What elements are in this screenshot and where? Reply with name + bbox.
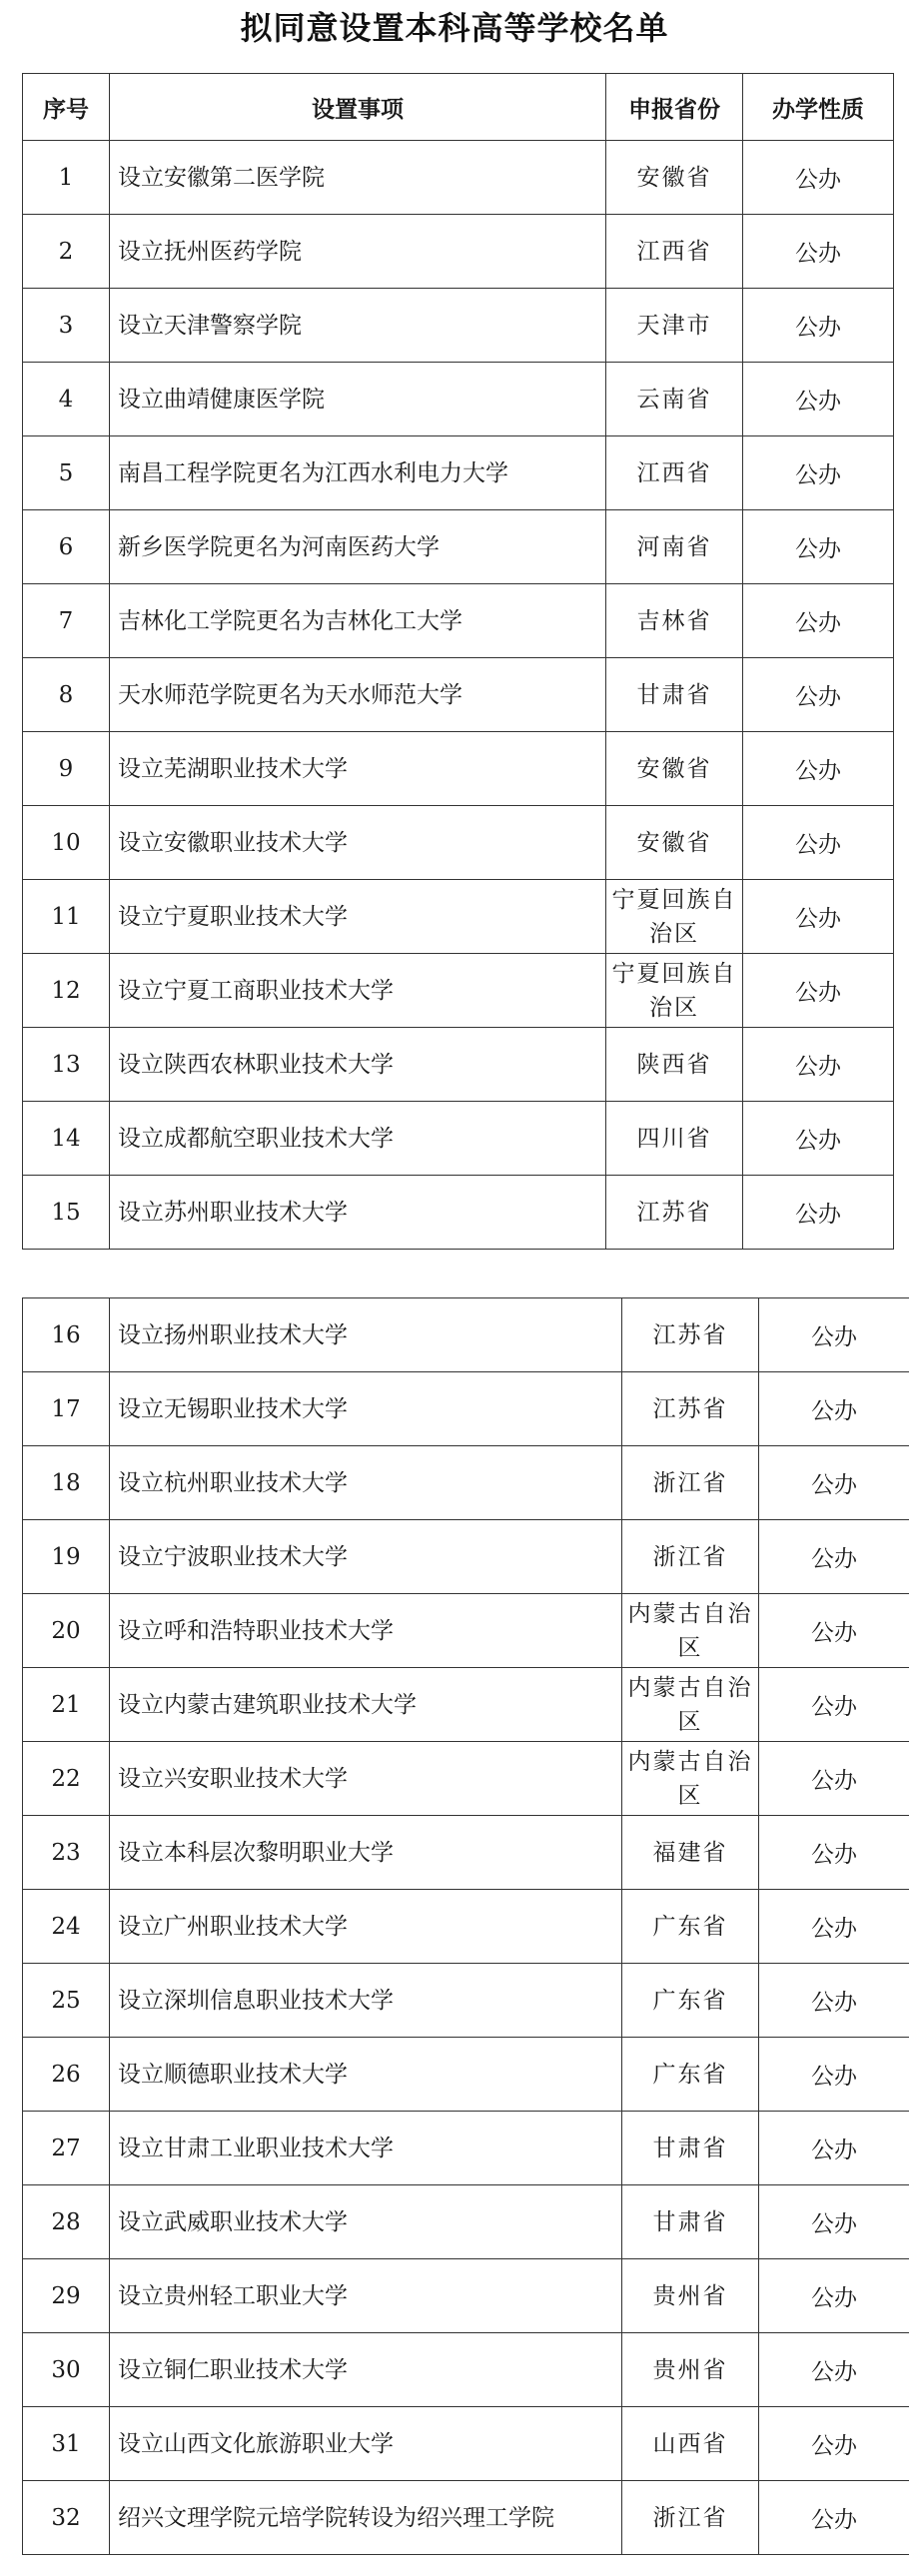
cell-nature: 公办 — [759, 1742, 909, 1816]
table-row — [23, 2112, 909, 2185]
cell-serial-number: 22 — [23, 1742, 110, 1816]
cell-setup-item: 设立曲靖健康医学院 — [110, 363, 606, 436]
table-row — [23, 363, 894, 436]
cell-setup-item: 设立顺德职业技术大学 — [110, 2038, 622, 2112]
cell-setup-item: 设立成都航空职业技术大学 — [110, 1102, 606, 1176]
cell-setup-item: 设立安徽职业技术大学 — [110, 806, 606, 880]
table-row — [23, 732, 894, 806]
cell-serial-number: 27 — [23, 2112, 110, 2185]
table-row — [23, 1446, 909, 1520]
cell-nature: 公办 — [759, 1520, 909, 1594]
page-title: 拟同意设置本科高等学校名单 — [240, 9, 669, 47]
cell-province: 吉林省 — [606, 584, 743, 658]
table-row — [23, 1742, 909, 1816]
cell-setup-item: 设立本科层次黎明职业大学 — [110, 1816, 622, 1890]
cell-province: 陕西省 — [606, 1028, 743, 1102]
table-row — [23, 2185, 909, 2259]
cell-nature: 公办 — [743, 880, 894, 954]
cell-serial-number: 23 — [23, 1816, 110, 1890]
cell-province: 浙江省 — [622, 2481, 759, 2555]
cell-province: 宁夏回族自治区 — [606, 880, 743, 954]
cell-setup-item: 设立宁夏职业技术大学 — [110, 880, 606, 954]
header-province: 申报省份 — [606, 74, 743, 141]
cell-serial-number: 6 — [23, 510, 110, 584]
cell-nature: 公办 — [743, 510, 894, 584]
cell-serial-number: 31 — [23, 2407, 110, 2481]
cell-serial-number: 15 — [23, 1176, 110, 1250]
cell-setup-item: 设立天津警察学院 — [110, 289, 606, 363]
cell-setup-item: 设立苏州职业技术大学 — [110, 1176, 606, 1250]
cell-province: 安徽省 — [606, 806, 743, 880]
cell-nature: 公办 — [743, 1028, 894, 1102]
table-row — [23, 2407, 909, 2481]
cell-serial-number: 7 — [23, 584, 110, 658]
cell-setup-item: 绍兴文理学院元培学院转设为绍兴理工学院 — [110, 2481, 622, 2555]
cell-nature: 公办 — [759, 1298, 909, 1372]
cell-nature: 公办 — [759, 2112, 909, 2185]
cell-nature: 公办 — [759, 1594, 909, 1668]
cell-nature: 公办 — [759, 1446, 909, 1520]
table-row — [23, 584, 894, 658]
table-row — [23, 806, 894, 880]
cell-serial-number: 18 — [23, 1446, 110, 1520]
cell-serial-number: 19 — [23, 1520, 110, 1594]
cell-nature: 公办 — [759, 1816, 909, 1890]
table-row — [23, 1816, 909, 1890]
cell-province: 安徽省 — [606, 141, 743, 215]
cell-setup-item: 设立陕西农林职业技术大学 — [110, 1028, 606, 1102]
cell-province: 甘肃省 — [622, 2185, 759, 2259]
school-list-table-part-2 — [22, 1297, 909, 2555]
cell-serial-number: 24 — [23, 1890, 110, 1964]
cell-setup-item: 设立宁波职业技术大学 — [110, 1520, 622, 1594]
cell-nature: 公办 — [759, 2481, 909, 2555]
cell-province: 河南省 — [606, 510, 743, 584]
cell-setup-item: 南昌工程学院更名为江西水利电力大学 — [110, 436, 606, 510]
table-row — [23, 1964, 909, 2038]
header-serial-number: 序号 — [23, 74, 110, 141]
cell-serial-number: 13 — [23, 1028, 110, 1102]
cell-setup-item: 设立宁夏工商职业技术大学 — [110, 954, 606, 1028]
cell-province: 江西省 — [606, 436, 743, 510]
table-row — [23, 1520, 909, 1594]
cell-serial-number: 28 — [23, 2185, 110, 2259]
cell-serial-number: 17 — [23, 1372, 110, 1446]
cell-nature: 公办 — [759, 1890, 909, 1964]
cell-setup-item: 吉林化工学院更名为吉林化工大学 — [110, 584, 606, 658]
table-row — [23, 2038, 909, 2112]
cell-setup-item: 设立山西文化旅游职业大学 — [110, 2407, 622, 2481]
cell-serial-number: 12 — [23, 954, 110, 1028]
cell-setup-item: 设立扬州职业技术大学 — [110, 1298, 622, 1372]
cell-nature: 公办 — [759, 2333, 909, 2407]
table-row — [23, 141, 894, 215]
cell-setup-item: 设立呼和浩特职业技术大学 — [110, 1594, 622, 1668]
cell-setup-item: 设立深圳信息职业技术大学 — [110, 1964, 622, 2038]
cell-province: 天津市 — [606, 289, 743, 363]
cell-province: 江苏省 — [622, 1372, 759, 1446]
table-row — [23, 954, 894, 1028]
cell-serial-number: 20 — [23, 1594, 110, 1668]
cell-province: 江苏省 — [622, 1298, 759, 1372]
header-nature: 办学性质 — [743, 74, 894, 141]
cell-setup-item: 设立广州职业技术大学 — [110, 1890, 622, 1964]
cell-nature: 公办 — [759, 1372, 909, 1446]
table-row — [23, 510, 894, 584]
cell-serial-number: 8 — [23, 658, 110, 732]
cell-setup-item: 设立兴安职业技术大学 — [110, 1742, 622, 1816]
cell-province: 浙江省 — [622, 1520, 759, 1594]
table-row — [23, 658, 894, 732]
cell-nature: 公办 — [743, 584, 894, 658]
cell-province: 安徽省 — [606, 732, 743, 806]
cell-setup-item: 设立安徽第二医学院 — [110, 141, 606, 215]
cell-serial-number: 5 — [23, 436, 110, 510]
table-row — [23, 1102, 894, 1176]
table-row — [23, 1176, 894, 1250]
table-row — [23, 215, 894, 289]
table-row — [23, 880, 894, 954]
cell-nature: 公办 — [759, 2259, 909, 2333]
cell-serial-number: 26 — [23, 2038, 110, 2112]
cell-serial-number: 30 — [23, 2333, 110, 2407]
cell-serial-number: 32 — [23, 2481, 110, 2555]
cell-nature: 公办 — [743, 215, 894, 289]
cell-setup-item: 设立内蒙古建筑职业技术大学 — [110, 1668, 622, 1742]
cell-nature: 公办 — [759, 1668, 909, 1742]
cell-serial-number: 29 — [23, 2259, 110, 2333]
cell-province: 广东省 — [622, 1890, 759, 1964]
table-row — [23, 436, 894, 510]
table-row — [23, 2259, 909, 2333]
cell-nature: 公办 — [759, 2407, 909, 2481]
cell-province: 福建省 — [622, 1816, 759, 1890]
cell-setup-item: 设立芜湖职业技术大学 — [110, 732, 606, 806]
cell-province: 宁夏回族自治区 — [606, 954, 743, 1028]
header-setup-item: 设置事项 — [110, 74, 606, 141]
table-row — [23, 1594, 909, 1668]
cell-serial-number: 1 — [23, 141, 110, 215]
cell-serial-number: 14 — [23, 1102, 110, 1176]
cell-setup-item: 设立铜仁职业技术大学 — [110, 2333, 622, 2407]
cell-province: 浙江省 — [622, 1446, 759, 1520]
cell-serial-number: 10 — [23, 806, 110, 880]
cell-nature: 公办 — [743, 954, 894, 1028]
cell-province: 广东省 — [622, 1964, 759, 2038]
cell-province: 山西省 — [622, 2407, 759, 2481]
table-row — [23, 2481, 909, 2555]
cell-serial-number: 25 — [23, 1964, 110, 2038]
table-row — [23, 1372, 909, 1446]
cell-nature: 公办 — [743, 658, 894, 732]
table-row — [23, 1298, 909, 1372]
cell-nature: 公办 — [759, 2038, 909, 2112]
cell-province: 甘肃省 — [622, 2112, 759, 2185]
cell-setup-item: 设立武威职业技术大学 — [110, 2185, 622, 2259]
cell-serial-number: 9 — [23, 732, 110, 806]
table-row — [23, 2333, 909, 2407]
cell-province: 江苏省 — [606, 1176, 743, 1250]
cell-nature: 公办 — [743, 141, 894, 215]
table-row — [23, 1668, 909, 1742]
cell-nature: 公办 — [743, 363, 894, 436]
cell-setup-item: 设立无锡职业技术大学 — [110, 1372, 622, 1446]
table-header-row — [23, 74, 894, 141]
cell-nature: 公办 — [759, 2185, 909, 2259]
cell-serial-number: 21 — [23, 1668, 110, 1742]
cell-province: 内蒙古自治区 — [622, 1742, 759, 1816]
cell-nature: 公办 — [743, 1102, 894, 1176]
cell-nature: 公办 — [743, 1176, 894, 1250]
cell-serial-number: 2 — [23, 215, 110, 289]
cell-setup-item: 设立抚州医药学院 — [110, 215, 606, 289]
cell-province: 广东省 — [622, 2038, 759, 2112]
cell-serial-number: 16 — [23, 1298, 110, 1372]
cell-province: 江西省 — [606, 215, 743, 289]
cell-serial-number: 4 — [23, 363, 110, 436]
cell-nature: 公办 — [743, 436, 894, 510]
table-row — [23, 289, 894, 363]
cell-province: 四川省 — [606, 1102, 743, 1176]
cell-nature: 公办 — [743, 732, 894, 806]
cell-serial-number: 3 — [23, 289, 110, 363]
cell-province: 云南省 — [606, 363, 743, 436]
cell-province: 甘肃省 — [606, 658, 743, 732]
table-row — [23, 1028, 894, 1102]
cell-nature: 公办 — [759, 1964, 909, 2038]
cell-setup-item: 设立贵州轻工职业大学 — [110, 2259, 622, 2333]
cell-province: 贵州省 — [622, 2259, 759, 2333]
cell-serial-number: 11 — [23, 880, 110, 954]
school-list-table-part-1 — [22, 73, 894, 1250]
cell-nature: 公办 — [743, 806, 894, 880]
cell-setup-item: 设立甘肃工业职业技术大学 — [110, 2112, 622, 2185]
cell-province: 贵州省 — [622, 2333, 759, 2407]
cell-nature: 公办 — [743, 289, 894, 363]
cell-setup-item: 设立杭州职业技术大学 — [110, 1446, 622, 1520]
table-row — [23, 1890, 909, 1964]
cell-province: 内蒙古自治区 — [622, 1594, 759, 1668]
cell-province: 内蒙古自治区 — [622, 1668, 759, 1742]
cell-setup-item: 新乡医学院更名为河南医药大学 — [110, 510, 606, 584]
cell-setup-item: 天水师范学院更名为天水师范大学 — [110, 658, 606, 732]
